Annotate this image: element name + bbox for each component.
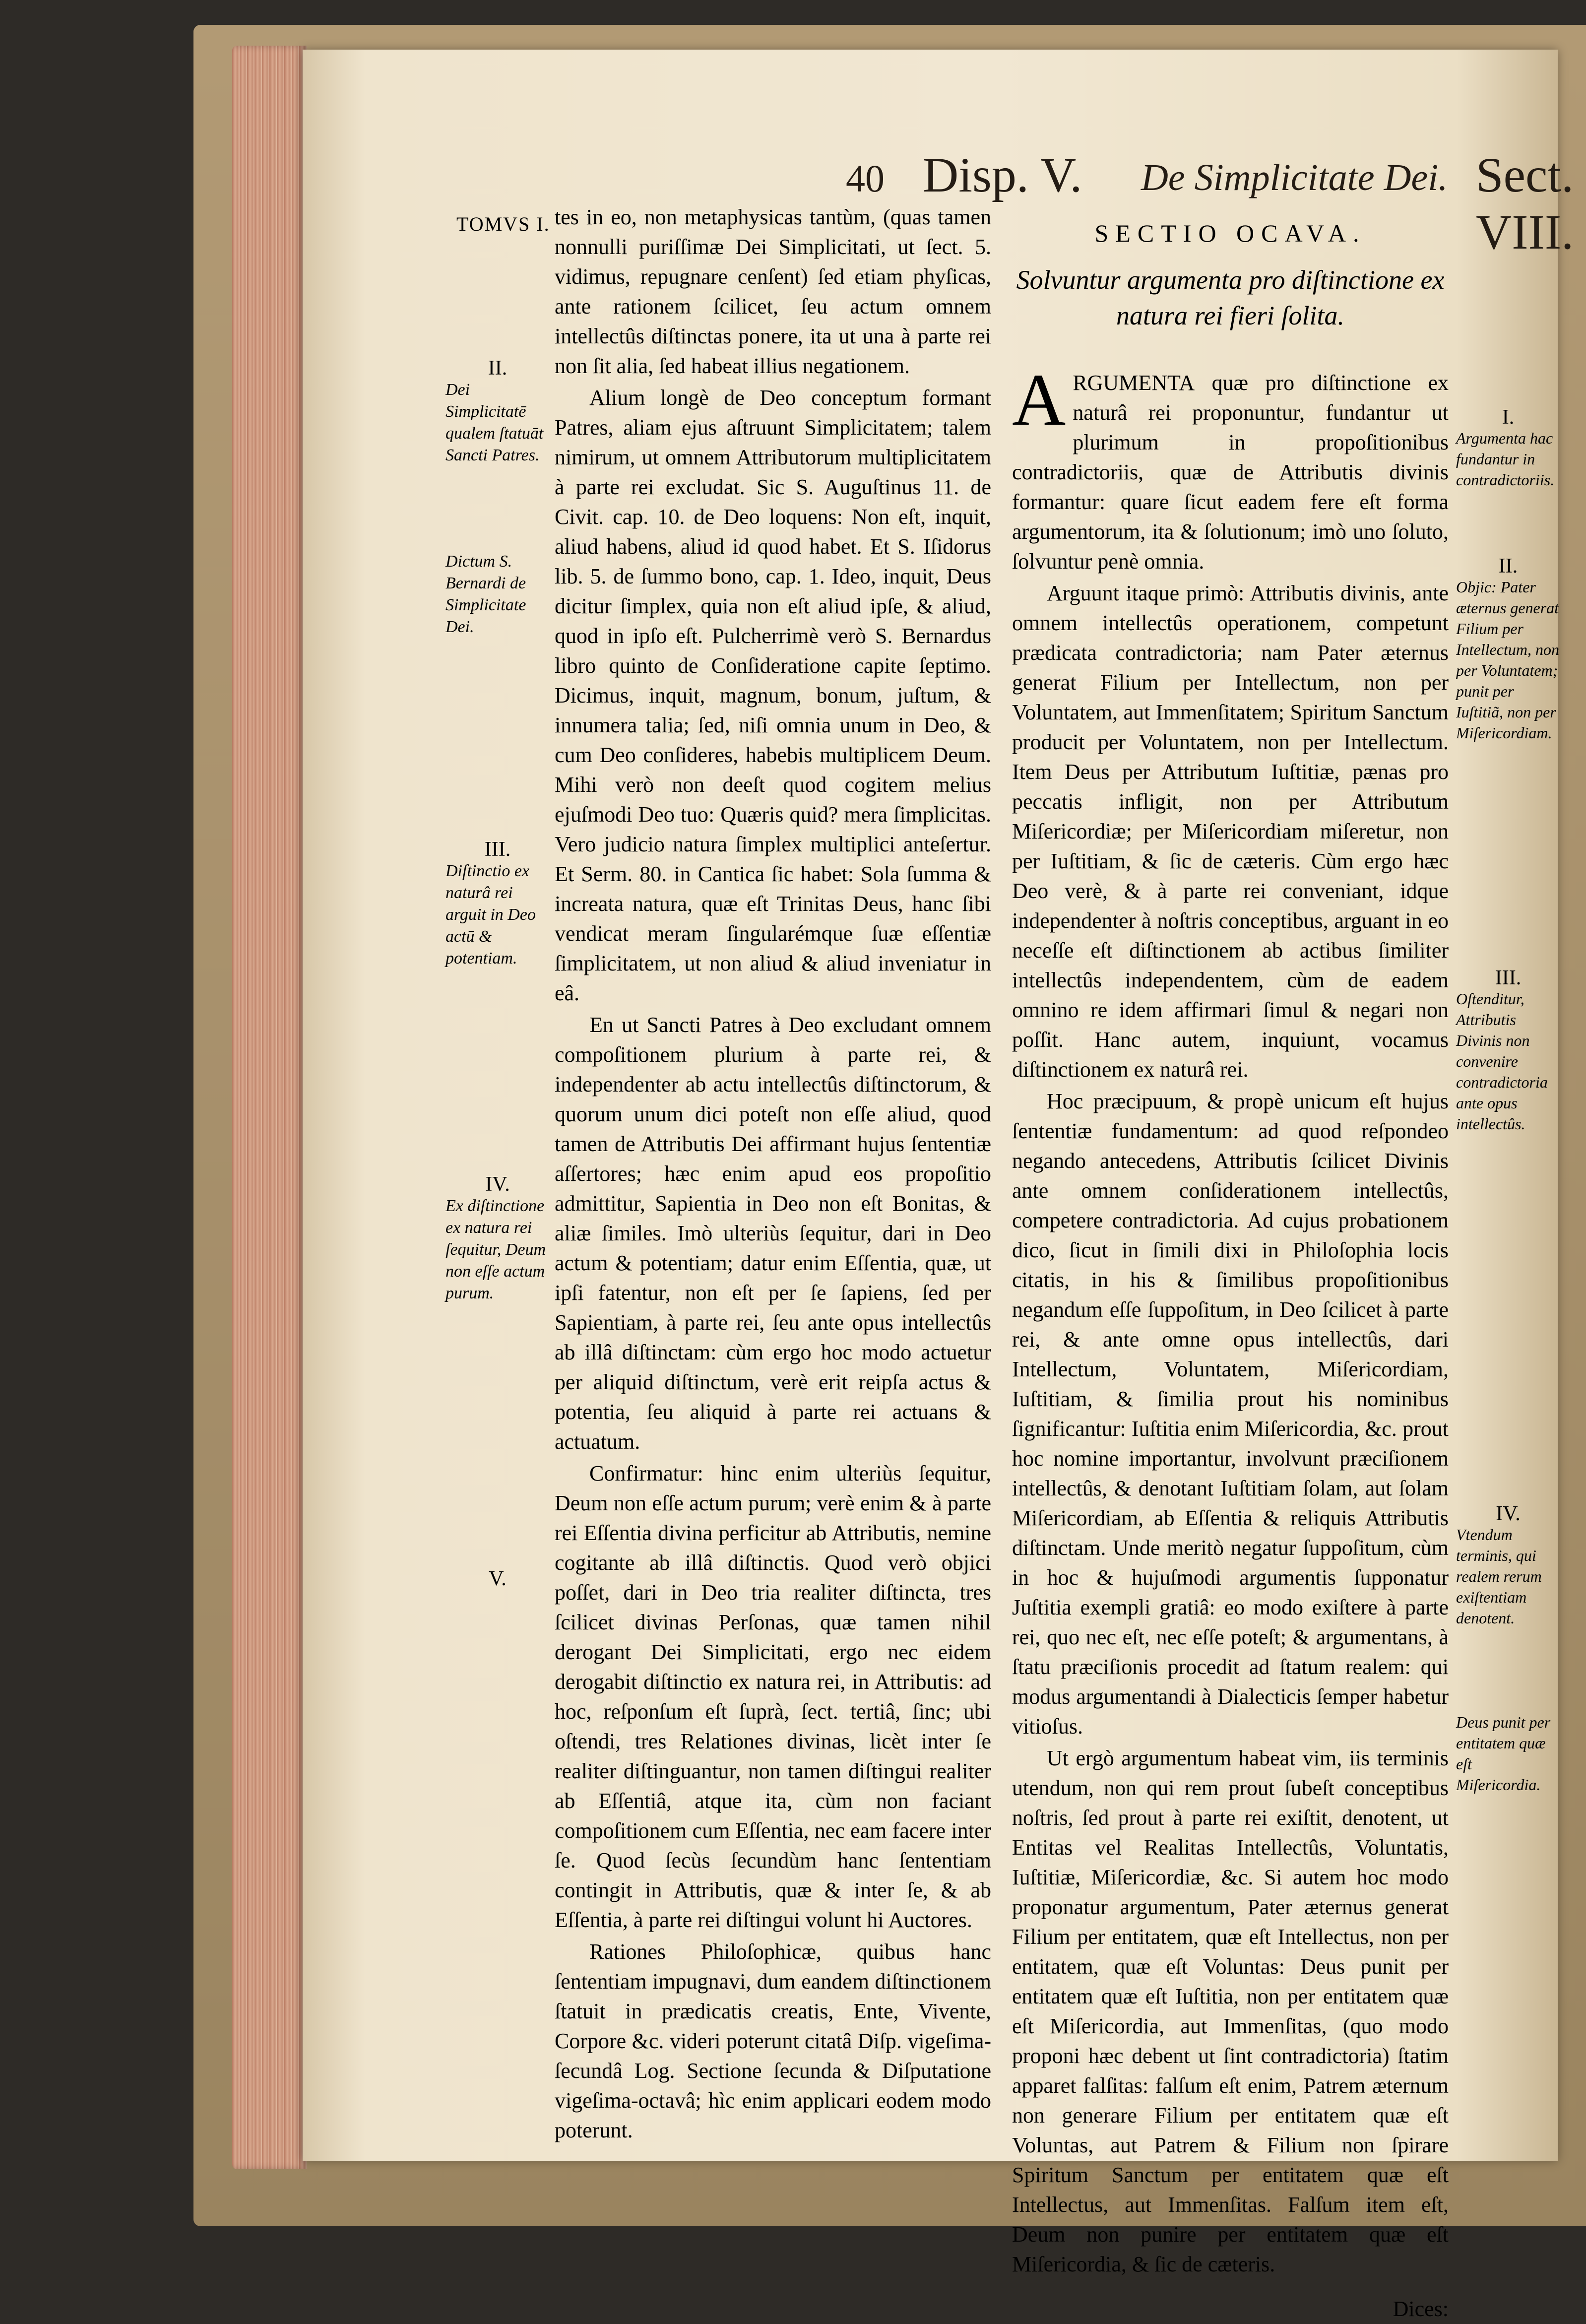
margin-note-text: Diſtinctio ex naturâ rei arguit in Deo actū & potentiam. <box>445 862 536 968</box>
margin-note-number: II. <box>1498 555 1518 578</box>
page-number: 40 <box>846 157 885 200</box>
right-margin-note-4 <box>1456 1503 1560 1628</box>
margin-note-text: Dictum S. Bernardi de Simplicitate Dei. <box>445 552 526 636</box>
left-margin-note-2 <box>445 357 550 466</box>
left-margin-note-dictum <box>445 551 550 638</box>
right-paragraph-3: Hoc præcipuum, & propè unicum eſt hujus ſententiæ fundamentum: ad quod reſpondeo negando antecedens, Attributis ſcilicet Divinis ante omnem conſiderationem intellectûs, competere contradictoria. Ad cujus probationem dico, ſicut in ſimili dixi in Philoſophia locis citatis, in his & ſimilibus propoſitionibus negandum eſſe ſuppoſitum, in Deo ſcilicet à parte rei, & ante omne opus intellectûs, dari Intellectum, Voluntatem, Miſericordiam, Iuſtitiam, & ſimilia prout his nominibus ſignificantur: Iuſtitia enim Miſericordia, &c. prout hoc nomine importantur, involvunt præciſionem intellectûs, & denotant Iuſtitiam ſolam, aut ſolam Miſericordiam, ab Eſſentia & reliquis Attributis diſtinctam. Unde meritò negatur ſuppoſitum, cùm in hoc & hujuſmodi argumentis ſupponatur Juſtitia exempli gratiâ: eo modo exiſtere à parte rei, quo nec eſt, nec eſſe poteſt; & argumentans, à ſtatu præciſionis procedit ad ſtatum realem: qui modus argumentandi à Dialecticis ſemper habetur vitioſus. <box>1012 1089 1449 1739</box>
margin-note-number: IV. <box>485 1173 510 1196</box>
left-paragraph-3: En ut Sancti Patres à Deo excludant omnem compoſitionem plurium à parte rei, & independenter ab actu intellectûs diſtinctorum, & quorum unum dici poteſt non eſſe aliud, quod tamen de Attributis Dei affirmant hujus ſententiæ aſſertores; hæc enim apud eos propoſitio admittitur, Sapientia in Deo non eſt Bonitas, & aliæ ſimiles. Imò ulteriùs ſequitur, dari in Deo actum & potentiam; datur enim Eſſentia, quæ, ut ipſi fatentur, non eſt per ſe ſapiens, ſed per Sapientiam, à parte rei, ſeu ante opus intellectûs ab illâ diſtinctam: cùm ergo hoc modo actuetur per aliquid diſtinctum, verè erit reipſa actus & potentia, ſeu aliquid à parte rei actuans & actuatum. <box>555 1013 991 1454</box>
first-word: RGUMENTA <box>1073 371 1195 395</box>
margin-note-text: Vtendum terminis, qui realem rerum exiſtentiam denotent. <box>1456 1526 1542 1627</box>
left-paragraph-2: Alium longè de Deo conceptum formant Patres, aliam ejus aſtruunt Simplicitatem; talem nimirum, ut omnem Attributorum multiplicitatem à parte rei excludat. Sic S. Auguſtinus 11. de Civit. cap. 10. de Deo loquens: Non eſt, inquit, aliud habens, aliud id quod habet. Et S. Iſidorus lib. 5. de ſummo bono, cap. 1. Ideo, inquit, Deus dicitur ſimplex, quia non eſt aliud ipſe, & aliud, quod in ipſo eſt. Pulcherrimè verò S. Bernardus libro quinto de Conſideratione capite ſeptimo. Dicimus, inquit, magnum, bonum, juſtum, & innumera talia; ſed, niſi omnia unum in Deo, & cum Deo conſideres, habebis multiplicem Deum. Mihi verò non deeſt quod cogitem melius ejuſmodi Deo tuo: Quæris quid? mera ſimplicitas. Vero judicio natura ſimplex multiplici anteſertur. Et Serm. 80. in Cantica ſic habet: Sola ſumma & increata natura, quæ eſt Trinitas Deus, hanc ſibi vendicat meram ſingularémque ſuæ eſſentiæ ſimplicitatem, ut non aliud & aliud inveniatur in eâ. <box>555 386 991 1005</box>
margin-note-number: III. <box>484 838 511 861</box>
margin-note-number: V. <box>489 1567 507 1590</box>
page-edges <box>232 46 307 2169</box>
margin-note-number: IV. <box>1496 1502 1521 1525</box>
catchword: Dices: <box>1393 2297 1449 2321</box>
margin-note-text: Oſtenditur, Attributis Divinis non convenire contradictoria ante opus intellectûs. <box>1456 990 1548 1133</box>
left-paragraph-5: Rationes Philoſophicæ, quibus hanc ſententiam impugnavi, dum eandem diſtinctionem ſtatuit in prædicatis creatis, Ente, Vivente, Corpore &c. videri poterunt citatâ Diſp. vigeſima-ſecundâ Log. Sectione ſecunda & Diſputatione vigeſima-octavâ; hìc enim applicari eodem modo poterunt. <box>555 1939 991 2142</box>
section-subtitle: Solvuntur argumenta pro diſtinctione ex natura rei fieri ſolita. <box>1016 265 1445 330</box>
drop-cap: A <box>1012 359 1066 441</box>
right-margin-note-1 <box>1456 407 1560 490</box>
right-margin-note-2 <box>1456 556 1560 743</box>
left-paragraph-1: tes in eo, non metaphysicas tantùm, (quas tamen nonnulli puriſſimæ Dei Simplicitati, ut ſect. 5. vidimus, repugnare cenſent) ſed etiam phyſicas, ante rationem ſcilicet, ſeu actum omnem intellectûs diſtinctas ponere, ita ut una à parte rei non ſit alia, ſed habeat illius negationem. <box>555 205 991 378</box>
right-margin-note-3 <box>1456 968 1560 1134</box>
margin-note-text: Objic: Pater æternus generat Filium per Intellectum, non per Voluntatem; punit per Iuſtitiã, non per Miſericordiam. <box>1456 578 1559 742</box>
right-column <box>1012 218 1449 2324</box>
margin-note-number: III. <box>1495 967 1522 989</box>
right-paragraph-4: Ut ergò argumentum habeat vim, iis terminis utendum, non qui rem prout ſubeſt conceptibus noſtris, ſed prout à parte rei exiſtit, denotent, ut Entitas vel Realitas Intellectûs, Voluntatis, Iuſtitiæ, Miſericordiæ, &c. Si autem hoc modo proponatur argumentum, Pater æternus generat Filium per entitatem, quæ eſt Intellectus, non per entitatem, quæ eſt Voluntas: Deus punit per entitatem quæ eſt Iuſtitia, non per entitatem quæ eſt Miſericordia, aut Immenſitas, (quo modo proponi hæc debent ut ſint contradictoria) ſtatim apparet falſitas: falſum eſt enim, Patrem æternum non generare Filium per entitatem quæ eſt Voluntas, aut Patrem & Filium non ſpirare Spiritum Sanctum per entitatem quæ eſt Intellectus, aut Immenſitas. Falſum item eſt, Deum non punire per entitatem quæ eſt Miſericordia, & ſic de cæteris. <box>1012 1746 1449 2276</box>
running-head-disp: Disp. V. <box>923 147 1082 202</box>
tomus-label: TOMVS I. <box>456 213 550 235</box>
left-margin-note-5 <box>445 1568 550 1590</box>
margin-note-number: I. <box>1502 406 1515 429</box>
left-margin-note-4 <box>445 1173 550 1304</box>
margin-note-number: II. <box>488 357 508 380</box>
first-paragraph-text: quæ pro diſtinctione ex naturâ rei proponuntur, fundantur ut plurimum in propoſitionibus contradictoriis, quæ de Attributis divinis formantur: quare ſicut eadem fere eſt forma argumentorum, ita & ſolutionum; imò uno ſoluto, ſolvuntur penè omnia. <box>1012 371 1449 574</box>
left-paragraph-4: Confirmatur: hinc enim ulteriùs ſequitur, Deum non eſſe actum purum; verè enim & à parte rei Eſſentia divina perficitur ab Attributis, nemine cogitante ab illâ diſtinctis. Quod verò objici poſſet, dari in Deo tria realiter diſtincta, tres ſcilicet divinas Perſonas, quæ tamen nihil derogant Dei Simplicitati, ergo nec eidem derogabit diſtinctio ex natura rei, in Attributis: ad hoc, reſponſum eſt ſuprà, ſect. tertiâ, ſinc; ubi oſtendi, tres Relationes divinas, licèt inter ſe realiter diſtinguantur, non tamen diſtingui realiter ab Eſſentiâ, atque ita, cùm non faciant compoſitionem cum Eſſentia, nec eam facere inter ſe. Quod ſecùs ſecundùm hanc ſententiam contingit in Attributis, quæ & inter ſe, & ab Eſſentia, à parte rei diſtingui volunt hi Auctores. <box>555 1461 991 1932</box>
margin-note-text: Argumenta hac fundantur in contradictoriis. <box>1456 429 1555 489</box>
right-paragraph-1 <box>1012 359 1449 577</box>
right-paragraph-2: Arguunt itaque primò: Attributis divinis, ante omnem intellectûs operationem, competunt prædicata contradictoria; nam Pater æternus generat Filium per Intellectum, non per Voluntatem, aut Immenſitatem; Spiritum Sanctum producit per Voluntatem, non per Intellectum. Item Deus per Attributum Iuſtitiæ, pænas pro peccatis infligit, non per Attributum Miſericordiæ; per Miſericordiam miſeretur, non per Iuſtitiam, & ſic de cæteris. Cùm ergo hæc Deo verè, & à parte rei conveniant, idque independenter à noſtris conceptibus, arguant in eo neceſſe eſt diſtinctionem ab actibus ſimiliter intellectûs independentem, cùm de eadem omnino re idem affirmari ſimul & negari non poſſit. Hanc autem, inquiunt, vocamus diſtinctionem ex naturâ rei. <box>1012 581 1449 1082</box>
left-margin-note-3 <box>445 839 550 969</box>
running-head-title: De Simplicitate Dei. <box>1141 157 1448 198</box>
section-heading: SECTIO OCAVA. <box>1094 219 1366 247</box>
left-column <box>555 202 991 2145</box>
margin-note-text: Ex diſtinctione ex natura rei ſequitur, Deum non eſſe actum purum. <box>445 1197 546 1302</box>
margin-note-text: Dei Simplicitatē qualem ſtatuāt Sancti Patres. <box>445 381 544 464</box>
running-head-sect: Sect. VIII. <box>1476 147 1574 259</box>
right-margin-note-5 <box>1456 1712 1560 1795</box>
margin-note-text: Deus punit per entitatem quæ eſt Miſericordia. <box>1456 1713 1551 1794</box>
